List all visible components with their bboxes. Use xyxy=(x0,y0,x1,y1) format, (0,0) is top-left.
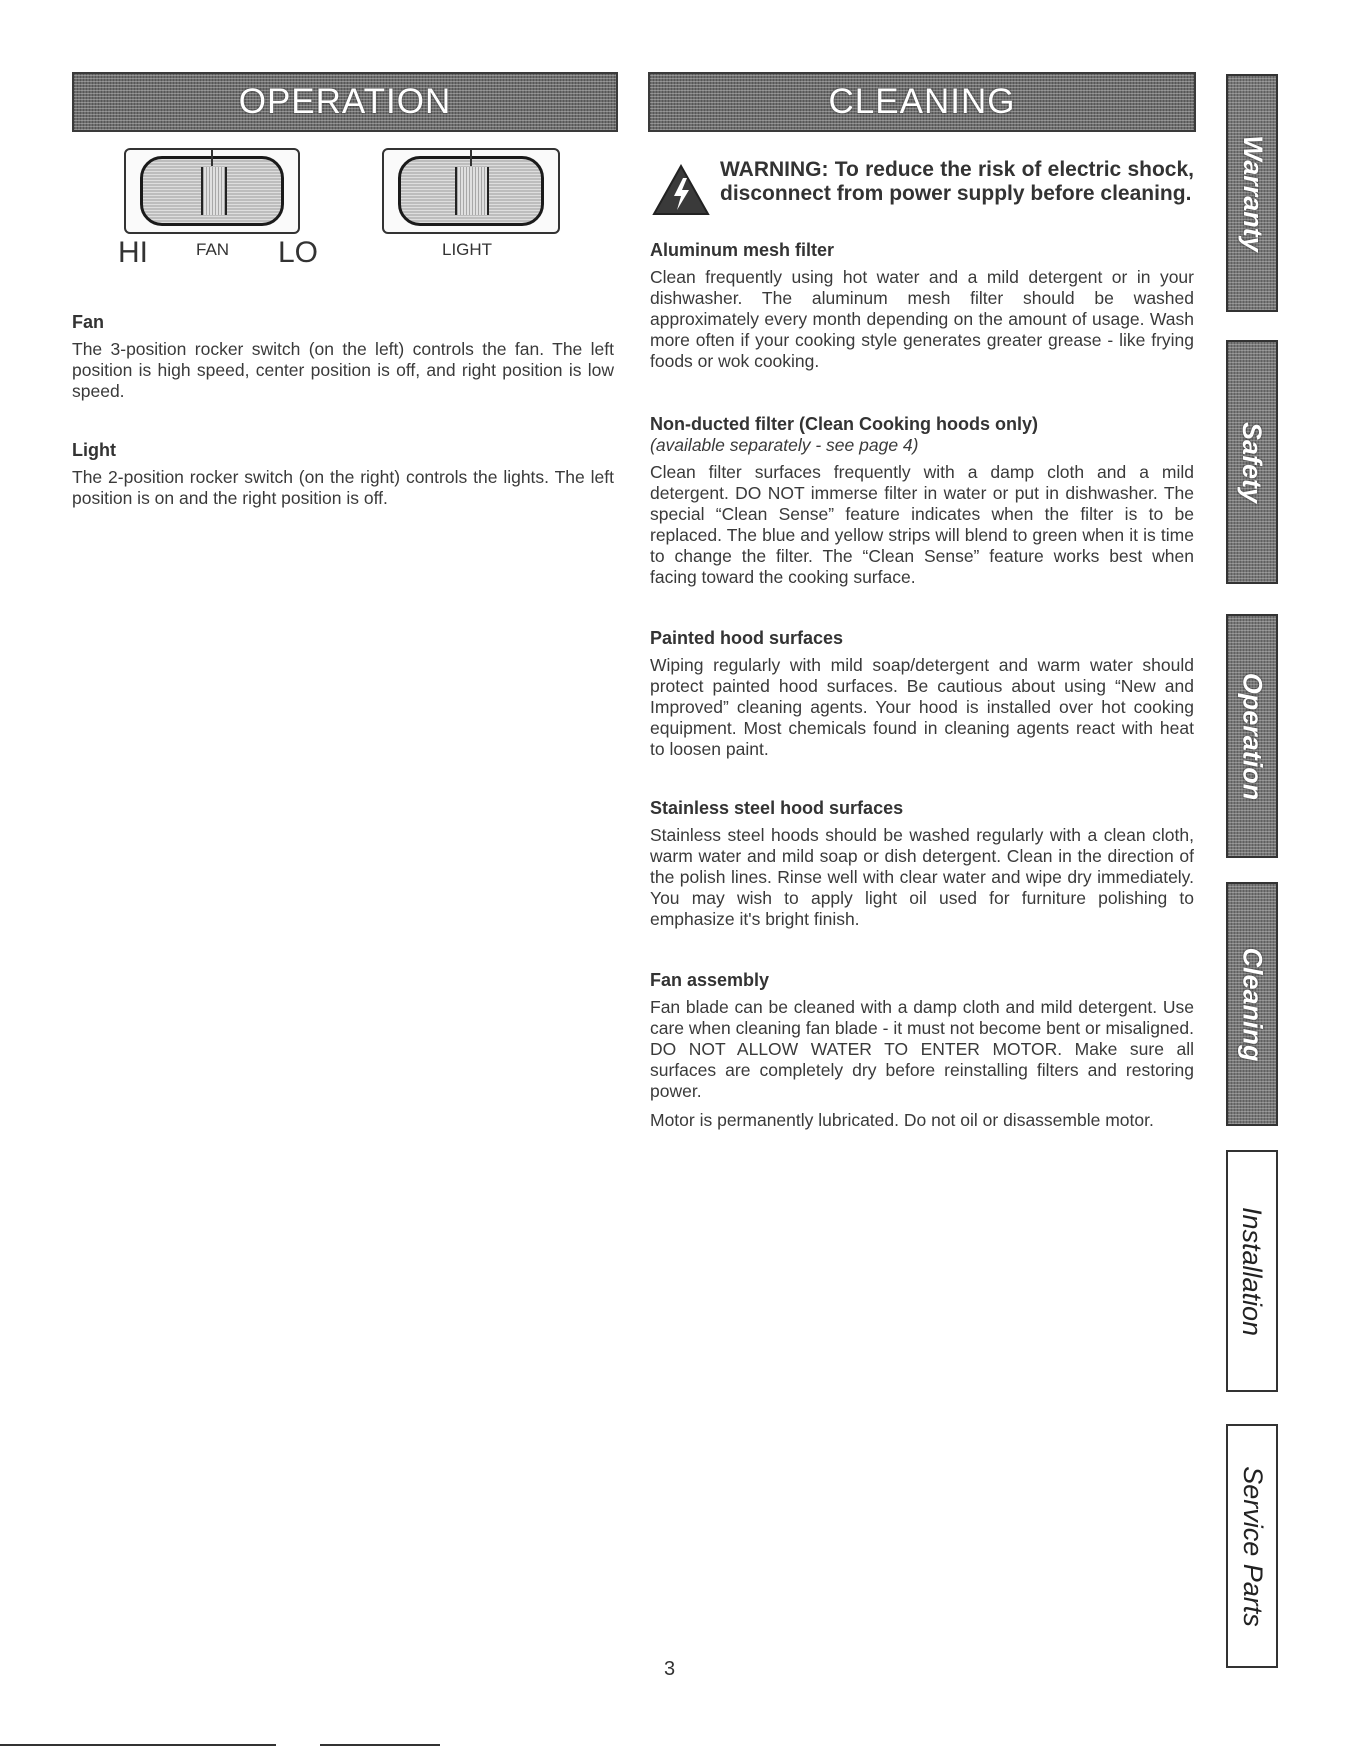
tab-label: Operation xyxy=(1237,672,1268,800)
tab-installation xyxy=(1226,1150,1278,1392)
footer-line xyxy=(0,1744,276,1746)
tab-warranty xyxy=(1226,74,1278,312)
section-heading: Non-ducted filter (Clean Cooking hoods only) xyxy=(650,414,1038,434)
light-section xyxy=(72,440,614,509)
tab-cleaning xyxy=(1226,882,1278,1126)
fan-section xyxy=(72,312,614,402)
fan-heading: Fan xyxy=(72,312,105,332)
fan-text: The 3-position rocker switch (on the left) controls the fan. The left position is high speed, center position is off, and right position is low speed. xyxy=(72,339,614,401)
section-text: Wiping regularly with mild soap/detergent and warm water should protect painted hood surfaces. Be cautious about using “New and Improved” cleaning agents. Your hood is installed over hot cooking equipment. Most chemicals found in cleaning agents react with heat to loosen paint. xyxy=(650,655,1194,759)
electric-shock-warning-icon xyxy=(652,164,710,216)
light-text: The 2-position rocker switch (on the right) controls the lights. The left position is on and the right position is off. xyxy=(72,467,614,508)
lo-label: LO xyxy=(278,236,319,269)
tab-label: Safety xyxy=(1237,421,1268,503)
aluminum-mesh-filter-section xyxy=(650,240,1194,372)
section-heading: Aluminum mesh filter xyxy=(650,240,835,260)
section-note: (available separately - see page 4) xyxy=(650,435,919,455)
non-ducted-filter-section xyxy=(650,414,1194,588)
tab-operation xyxy=(1226,614,1278,858)
fan-rocker-switch-icon xyxy=(124,148,300,234)
section-heading: Painted hood surfaces xyxy=(650,628,844,648)
tab-label: Installation xyxy=(1237,1206,1268,1336)
fan-label: FAN xyxy=(196,240,230,259)
tab-safety xyxy=(1226,340,1278,584)
section-text: Fan blade can be cleaned with a damp cloth and mild detergent. Use care when cleaning fan blade - it must not become bent or misaligned. DO NOT ALLOW WATER TO ENTER MOTOR. Make sure all surfaces are completely dry before reinstalling filters and restoring power. xyxy=(650,997,1194,1101)
page-number: 3 xyxy=(664,1658,676,1680)
section-text: Stainless steel hoods should be washed regularly with a clean cloth, warm water and mild soap or dish detergent. Clean in the direction of the polish lines. Rinse well with clear water and wipe dry immediately. You may wish to apply light oil used for furniture polishing to emphasize it's bright finish. xyxy=(650,825,1194,929)
light-rocker-switch-icon xyxy=(382,148,560,234)
footer-line xyxy=(320,1744,440,1746)
section-heading: Fan assembly xyxy=(650,970,770,990)
light-heading: Light xyxy=(72,440,116,460)
cleaning-banner xyxy=(648,72,1196,132)
warning-text: WARNING: To reduce the risk of electric shock, disconnect from power supply before cleaning. xyxy=(720,158,1194,205)
stainless-steel-section xyxy=(650,798,1194,930)
tab-label: Service Parts xyxy=(1237,1465,1268,1627)
tab-label: Cleaning xyxy=(1237,946,1268,1062)
section-text: Clean frequently using hot water and a mild detergent or in your dishwasher. The aluminum mesh filter should be washed approximately every month depending on the amount of usage. Wash more often if your cooking style generates greater grease - like frying foods or wok cooking. xyxy=(650,267,1194,371)
section-text: Clean filter surfaces frequently with a damp cloth and a mild detergent. DO NOT immerse filter in water or put in dishwasher. The special “Clean Sense” feature indicates when the filter is to be replaced. The blue and yellow strips will blend to green when it is time to change the filter. The “Clean Sense” feature works best when facing toward the cooking surface. xyxy=(650,462,1194,587)
cleaning-banner-title: CLEANING xyxy=(828,82,1016,121)
hi-label: HI xyxy=(118,236,148,269)
operation-banner xyxy=(72,72,618,132)
operation-banner-title: OPERATION xyxy=(238,82,452,121)
section-heading: Stainless steel hood surfaces xyxy=(650,798,904,818)
fan-assembly-section xyxy=(650,970,1194,1131)
painted-hood-surfaces-section xyxy=(650,628,1194,760)
light-label: LIGHT xyxy=(442,240,493,259)
tab-service-parts xyxy=(1226,1424,1278,1668)
tab-label: Warranty xyxy=(1237,134,1268,252)
warning-block xyxy=(650,158,1194,206)
section-text: Motor is permanently lubricated. Do not oil or disassemble motor. xyxy=(650,1110,1154,1130)
